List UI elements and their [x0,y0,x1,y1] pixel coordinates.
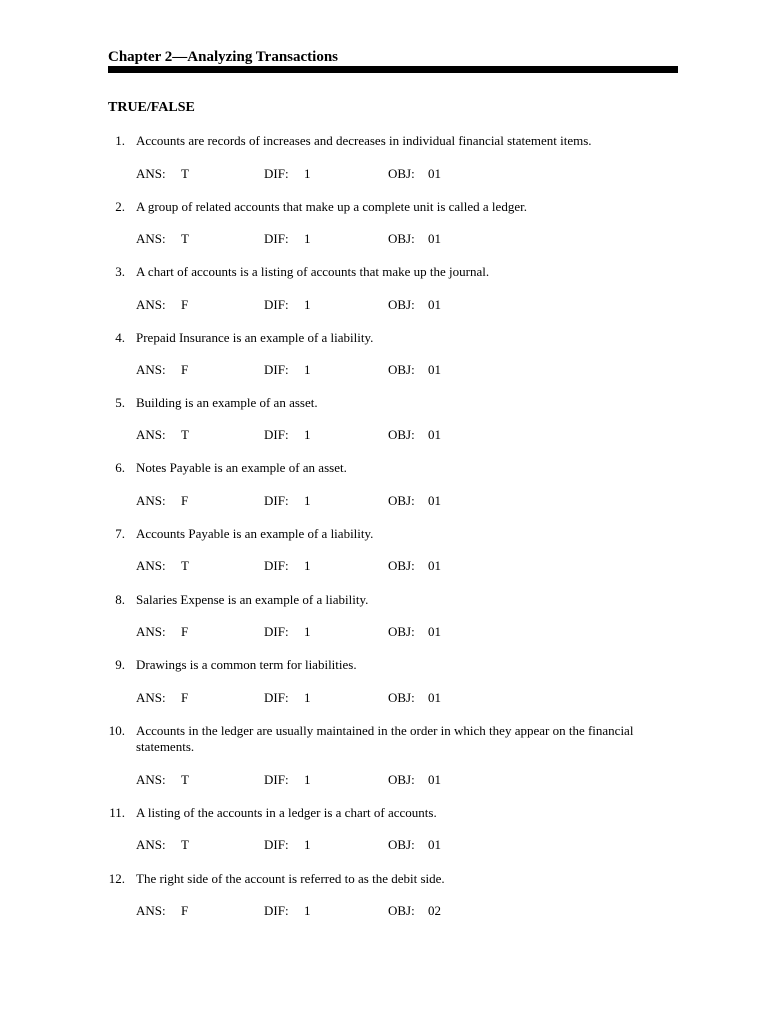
dif-value: 1 [304,690,311,705]
ans-value: F [181,297,189,312]
ans-label: ANS: [136,690,166,705]
question-number: 5. [115,395,125,410]
chapter-title: Chapter 2—Analyzing Transactions [108,49,339,65]
ans-value: F [181,362,189,377]
obj-value: 01 [428,166,441,181]
dif-value: 1 [304,558,311,573]
ans-value: T [181,837,189,852]
question-text: Accounts are records of increases and decreases in individual financial statement items. [136,133,592,148]
dif-label: DIF: [264,166,289,181]
obj-label: OBJ: [388,772,415,787]
obj-value: 01 [428,624,441,639]
dif-value: 1 [304,624,311,639]
section-heading: TRUE/FALSE [108,100,195,115]
obj-label: OBJ: [388,427,415,442]
question-number: 9. [115,657,125,672]
dif-label: DIF: [264,362,289,377]
obj-label: OBJ: [388,297,415,312]
obj-value: 02 [428,903,441,918]
question-number: 10. [108,723,125,738]
question-text: Building is an example of an asset. [136,395,318,410]
dif-label: DIF: [264,690,289,705]
obj-value: 01 [428,231,441,246]
dif-value: 1 [304,772,311,787]
obj-value: 01 [428,297,441,312]
ans-label: ANS: [136,362,166,377]
dif-label: DIF: [264,837,289,852]
question-text: Salaries Expense is an example of a liability. [136,592,369,607]
question-number: 8. [115,592,125,607]
ans-label: ANS: [136,624,166,639]
obj-label: OBJ: [388,166,415,181]
obj-value: 01 [428,493,441,508]
obj-value: 01 [428,772,441,787]
ans-label: ANS: [136,558,166,573]
ans-value: F [181,690,189,705]
dif-label: DIF: [264,493,289,508]
ans-value: T [181,427,189,442]
obj-value: 01 [428,427,441,442]
question-text: A chart of accounts is a listing of accounts that make up the journal. [136,264,490,279]
obj-value: 01 [428,690,441,705]
dif-value: 1 [304,837,311,852]
obj-label: OBJ: [388,558,415,573]
ans-label: ANS: [136,903,166,918]
ans-value: T [181,558,189,573]
ans-label: ANS: [136,231,166,246]
title-rule [108,66,678,73]
ans-label: ANS: [136,427,166,442]
dif-label: DIF: [264,772,289,787]
obj-value: 01 [428,558,441,573]
dif-value: 1 [304,362,311,377]
obj-value: 01 [428,837,441,852]
dif-label: DIF: [264,558,289,573]
ans-value: T [181,231,189,246]
dif-value: 1 [304,427,311,442]
dif-label: DIF: [264,427,289,442]
ans-value: T [181,772,189,787]
obj-label: OBJ: [388,837,415,852]
question-text: The right side of the account is referred to as the debit side. [136,871,445,886]
question-number: 3. [115,264,125,279]
ans-value: F [181,493,189,508]
question-number: 1. [115,133,125,148]
ans-label: ANS: [136,493,166,508]
question-text: Notes Payable is an example of an asset. [136,460,347,475]
obj-label: OBJ: [388,624,415,639]
dif-value: 1 [304,493,311,508]
obj-value: 01 [428,362,441,377]
ans-label: ANS: [136,837,166,852]
question-text: Accounts in the ledger are usually maintained in the order in which they appear on the financial statements. [136,723,634,754]
obj-label: OBJ: [388,362,415,377]
dif-label: DIF: [264,624,289,639]
question-number: 7. [115,526,125,541]
ans-value: F [181,624,189,639]
question-text: A group of related accounts that make up a complete unit is called a ledger. [136,199,527,214]
dif-value: 1 [304,166,311,181]
obj-label: OBJ: [388,903,415,918]
question-text: Accounts Payable is an example of a liability. [136,526,374,541]
obj-label: OBJ: [388,231,415,246]
ans-label: ANS: [136,166,166,181]
question-number: 12. [108,871,125,886]
obj-label: OBJ: [388,493,415,508]
question-text: Drawings is a common term for liabilities. [136,657,357,672]
question-number: 2. [115,199,125,214]
dif-label: DIF: [264,297,289,312]
obj-label: OBJ: [388,690,415,705]
question-number: 11. [109,805,125,820]
question-text: Prepaid Insurance is an example of a liability. [136,330,374,345]
dif-value: 1 [304,231,311,246]
dif-value: 1 [304,903,311,918]
ans-label: ANS: [136,297,166,312]
question-number: 4. [115,330,125,345]
question-number: 6. [115,460,125,475]
dif-label: DIF: [264,903,289,918]
dif-value: 1 [304,297,311,312]
ans-value: F [181,903,189,918]
dif-label: DIF: [264,231,289,246]
ans-label: ANS: [136,772,166,787]
question-text: A listing of the accounts in a ledger is a chart of accounts. [136,805,437,820]
ans-value: T [181,166,189,181]
